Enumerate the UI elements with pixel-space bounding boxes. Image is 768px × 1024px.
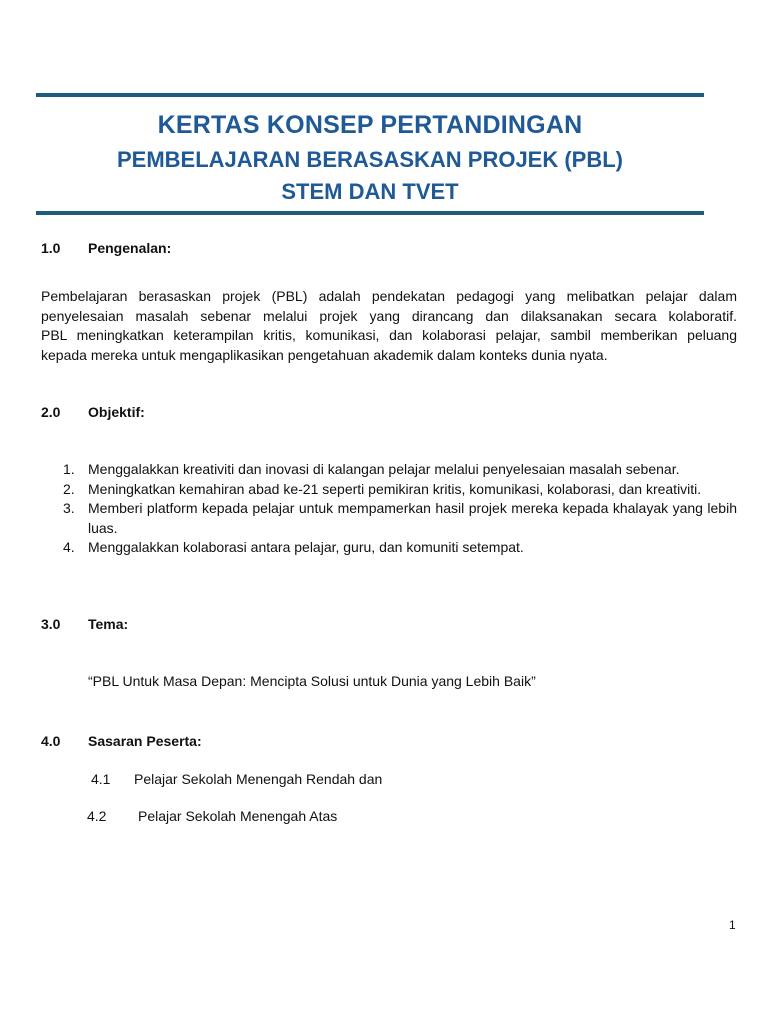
section-number: 2.0 [41, 404, 61, 420]
section-number: 1.0 [41, 240, 61, 256]
document-subtitle: PEMBELAJARAN BERASASKAN PROJEK (PBL) [116, 147, 624, 172]
header-bottom-rule [36, 211, 704, 215]
section-title: Pengenalan: [88, 240, 172, 256]
introduction-paragraph [41, 287, 737, 365]
section-heading-theme [41, 616, 128, 632]
participant-item [91, 771, 382, 787]
list-item-text: Meningkatkan kemahiran abad ke-21 seperti pemikiran kritis, komunikasi, kolaborasi, dan kreativiti. [88, 480, 702, 497]
list-item [41, 460, 737, 480]
participant-text: Pelajar Sekolah Menengah Rendah dan [134, 771, 383, 787]
participant-text: Pelajar Sekolah Menengah Atas [138, 808, 338, 824]
objectives-list [41, 460, 737, 558]
section-heading-participants [41, 733, 202, 749]
section-number: 3.0 [41, 616, 61, 632]
paragraph-line: Pembelajaran berasaskan projek (PBL) adalah pendekatan pedagogi yang melibatkan pelajar dalam [41, 288, 737, 304]
list-item-number: 1. [63, 461, 75, 477]
section-title: Tema: [88, 616, 129, 632]
list-item-text: Memberi platform kepada pelajar untuk mempamerkan hasil projek mereka kepada khalayak yang lebih luas. [88, 500, 737, 536]
paragraph-line: kepada mereka untuk mengaplikasikan pengetahuan akademik dalam konteks dunia nyata. [41, 346, 608, 363]
list-item-number: 3. [63, 500, 75, 516]
list-item-number: 2. [63, 480, 75, 497]
theme-quote: “PBL Untuk Masa Depan: Mencipta Solusi untuk Dunia yang Lebih Baik” [88, 673, 536, 689]
participant-number: 4.1 [91, 771, 111, 787]
list-item-text: Menggalakkan kreativiti dan inovasi di kalangan pelajar melalui penyelesaian masalah sebenar. [88, 461, 680, 477]
section-title: Sasaran Peserta: [88, 733, 202, 749]
participant-number: 4.2 [87, 808, 107, 824]
paragraph-line: PBL meningkatkan keterampilan kritis, komunikasi, dan kolaborasi pelajar, sambil memberikan peluang [41, 327, 737, 343]
list-item [41, 538, 737, 558]
list-item-text: Menggalakkan kolaborasi antara pelajar, guru, dan komuniti setempat. [88, 539, 524, 555]
section-title: Objektif: [88, 404, 145, 420]
document-title: KERTAS KONSEP PERTANDINGAN [157, 111, 583, 139]
paragraph-line: penyelesaian masalah sebenar melalui projek yang dirancang dan dilaksanakan secara kolaboratif. [41, 307, 737, 324]
section-number: 4.0 [41, 733, 61, 749]
section-heading-introduction [41, 240, 171, 256]
document-subtitle-2: STEM DAN TVET [281, 179, 459, 204]
page-number: 1 [729, 918, 736, 932]
participant-item [87, 808, 337, 824]
list-item [41, 480, 737, 500]
list-item-number: 4. [63, 539, 75, 555]
section-heading-objectives [41, 404, 145, 420]
list-item [41, 499, 737, 538]
header-top-rule [36, 93, 704, 97]
